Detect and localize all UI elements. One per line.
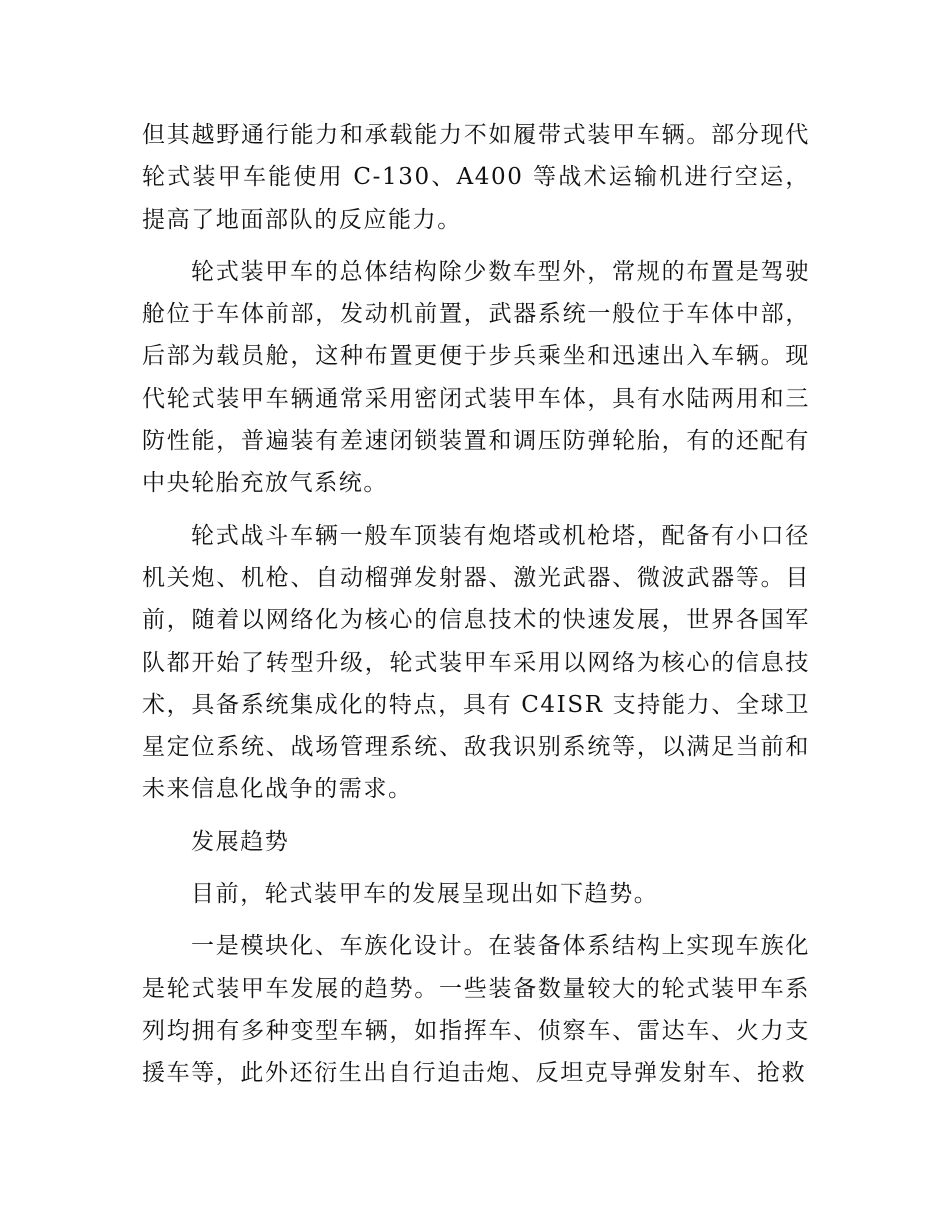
document-page — [142, 114, 810, 1095]
paragraph-continuation: 但其越野通行能力和承载能力不如履带式装甲车辆。部分现代轮式装甲车能使用 C-130、A400 等战术运输机进行空运，提高了地面部队的反应能力。 — [142, 122, 810, 233]
section-heading-development-trends: 发展趋势 — [191, 828, 290, 855]
paragraph-modular-design: 一是模块化、车族化设计。在装备体系结构上实现车族化是轮式装甲车发展的趋势。一些装备数量较大的轮式装甲车系列均拥有多种变型车辆，如指挥车、侦察车、雷达车、火力支援车等，此外还衍生出自行迫击炮、反坦克导弹发射车、抢救 — [142, 933, 810, 1087]
paragraph-overall-structure: 轮式装甲车的总体结构除少数车型外，常规的布置是驾驶舱位于车体前部，发动机前置，武器系统一般位于车体中部，后部为载员舱，这种布置更便于步兵乘坐和迅速出入车辆。现代轮式装甲车辆通常采用密闭式装甲车体，具有水陆两用和三防性能，普遍装有差速闭锁装置和调压防弹轮胎，有的还配有中央轮胎充放气系统。 — [142, 258, 810, 497]
paragraph-combat-vehicle-weapons: 轮式战斗车辆一般车顶装有炮塔或机枪塔，配备有小口径机关炮、机枪、自动榴弹发射器、激光武器、微波武器等。目前，随着以网络化为核心的信息技术的快速发展，世界各国军队都开始了转型升级，轮式装甲车采用以网络为核心的信息技术，具备系统集成化的特点，具有 C4ISR 支持能力、全球卫星定位系统、战场管理系统、敌我识别系统等，以满足当前和未来信息化战争的需求。 — [142, 522, 810, 803]
paragraph-trends-intro: 目前，轮式装甲车的发展呈现出如下趋势。 — [191, 881, 659, 908]
